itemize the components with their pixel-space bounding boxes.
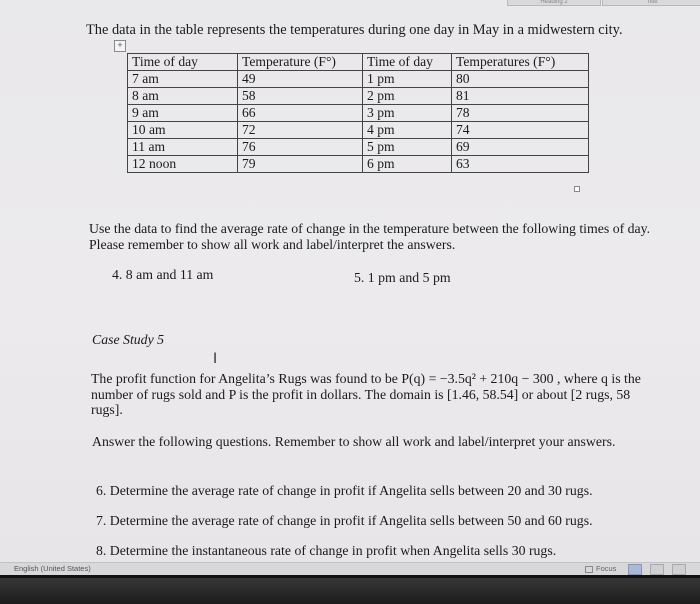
table-cell: 8 am	[128, 88, 238, 105]
question-6: 6. Determine the average rate of change in profit if Angelita sells between 20 and 30 rugs.	[96, 483, 593, 498]
table-header-row	[128, 54, 589, 71]
table-cell: 2 pm	[363, 88, 452, 105]
ribbon-style-gallery	[0, 0, 700, 4]
status-bar	[0, 562, 700, 575]
question-8: 8. Determine the instantaneous rate of change in profit when Angelita sells 30 rugs.	[96, 543, 557, 558]
table-cell: 80	[452, 71, 589, 88]
table-cell: 76	[238, 139, 363, 156]
text-cursor-icon: I	[213, 351, 218, 367]
table-cell: 10 am	[128, 122, 238, 139]
profit-function-paragraph: The profit function for Angelita’s Rugs was found to be P(q) = −3.5q² + 210q − 300 , where q is the number of rugs sold and P is the profit in dollars. The domain is [1.46, 58.54] or about [2 rugs, 58 rugs].	[91, 371, 641, 417]
table-cell: 49	[238, 71, 363, 88]
outline-view-icon[interactable]	[672, 564, 686, 575]
table-row	[128, 88, 589, 105]
header-temperature-2: Temperatures (F°)	[452, 54, 589, 71]
question-4: 4. 8 am and 11 am	[112, 267, 214, 282]
temperature-table	[127, 53, 589, 173]
table-cell: 58	[238, 88, 363, 105]
table-cell: 74	[452, 122, 589, 139]
answer-instructions: Answer the following questions. Remember to show all work and label/interpret your answers.	[92, 434, 616, 449]
case-study-title: Case Study 5	[92, 332, 165, 347]
language-indicator[interactable]: English (United States)	[14, 564, 91, 573]
instructions-paragraph: Use the data to find the average rate of change in the temperature between the following times of day. Please remember to show all work and label/interpret the answers.	[89, 221, 651, 252]
table-cell: 4 pm	[363, 122, 452, 139]
table-cell: 66	[238, 105, 363, 122]
table-cell: 5 pm	[363, 139, 452, 156]
table-cell: 6 pm	[363, 156, 452, 173]
table-move-handle-icon[interactable]: +	[114, 40, 126, 52]
focus-label: Focus	[596, 564, 617, 573]
table-cell: 12 noon	[128, 156, 238, 173]
table-row	[128, 71, 589, 88]
table-row	[128, 156, 589, 173]
table-row	[128, 105, 589, 122]
intro-paragraph: The data in the table represents the temperatures during one day in May in a midwestern city.	[86, 22, 623, 38]
table-cell: 78	[452, 105, 589, 122]
table-resize-handle[interactable]	[574, 186, 580, 192]
table-cell: 63	[452, 156, 589, 173]
question-7: 7. Determine the average rate of change in profit if Angelita sells between 50 and 60 rugs.	[96, 513, 593, 528]
table-row	[128, 122, 589, 139]
header-time-of-day-2: Time of day	[363, 54, 452, 71]
table-cell: 1 pm	[363, 71, 452, 88]
laptop-bezel	[0, 575, 700, 604]
question-5: 5. 1 pm and 5 pm	[354, 270, 451, 285]
table-cell: 72	[238, 122, 363, 139]
table-row	[128, 139, 589, 156]
style-title[interactable]: Title	[602, 0, 700, 6]
table-cell: 79	[238, 156, 363, 173]
table-cell: 7 am	[128, 71, 238, 88]
focus-icon	[585, 566, 593, 573]
style-heading-2[interactable]: Heading 2	[507, 0, 601, 6]
table-cell: 9 am	[128, 105, 238, 122]
table-cell: 3 pm	[363, 105, 452, 122]
bezel-edge	[0, 575, 700, 578]
header-time-of-day-1: Time of day	[128, 54, 238, 71]
table-cell: 11 am	[128, 139, 238, 156]
focus-button[interactable]	[582, 564, 619, 573]
header-temperature-1: Temperature (F°)	[238, 54, 363, 71]
table-cell: 69	[452, 139, 589, 156]
web-layout-view-icon[interactable]	[650, 564, 664, 575]
table-cell: 81	[452, 88, 589, 105]
print-layout-view-icon[interactable]	[628, 564, 642, 575]
